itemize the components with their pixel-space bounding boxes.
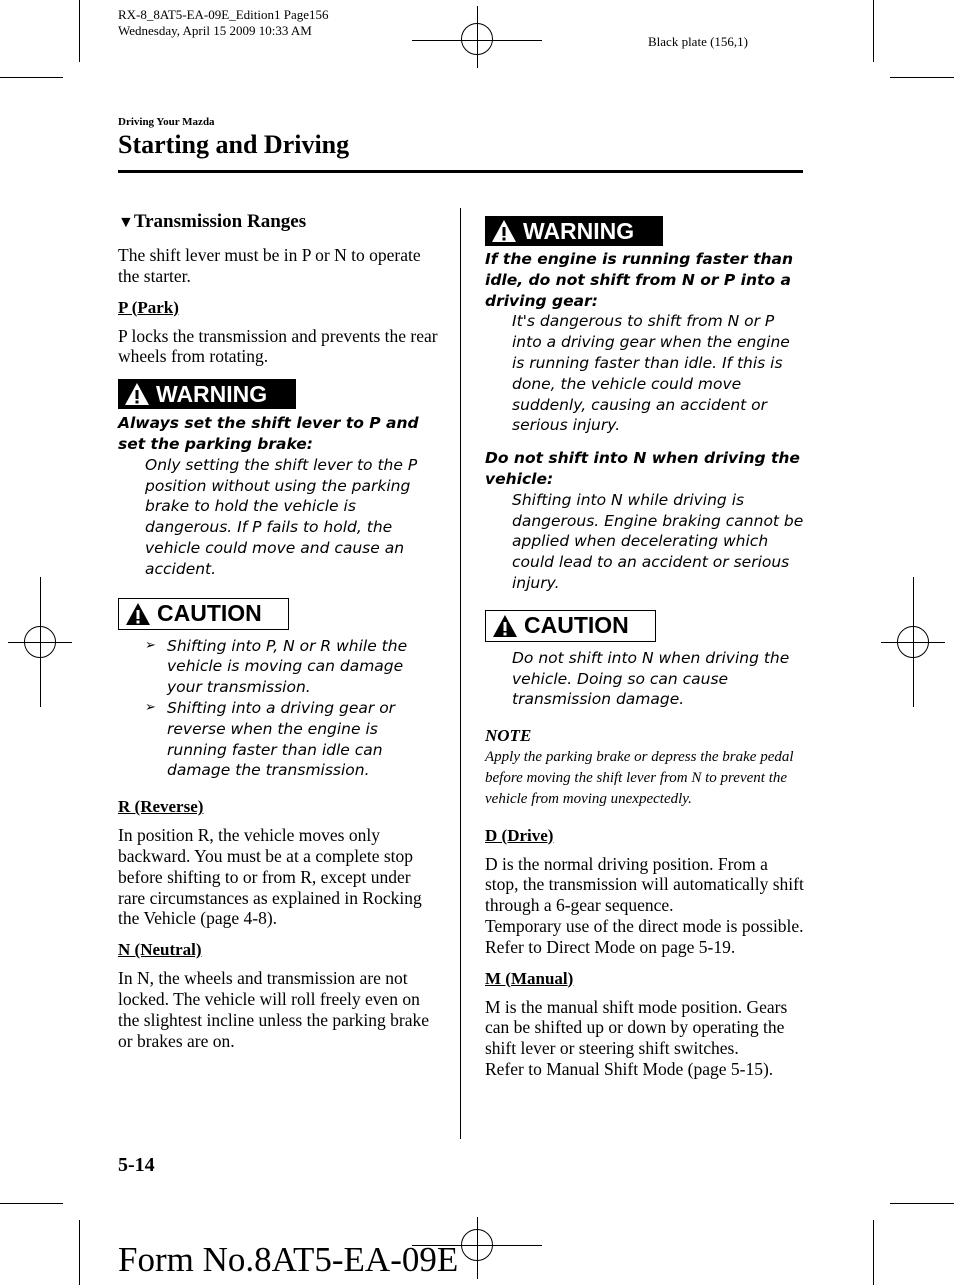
print-header-line2: Wednesday, April 15 2009 10:33 AM (118, 23, 312, 38)
manual-text-2: Refer to Manual Shift Mode (page 5-15). (485, 1058, 774, 1079)
caution-bullet-list (118, 636, 440, 782)
warning-label: WARNING (523, 217, 635, 244)
neutral-heading: N (Neutral) (118, 940, 202, 960)
breadcrumb: Driving Your Mazda (118, 116, 215, 128)
left-column (118, 211, 440, 1051)
park-heading: P (Park) (118, 297, 179, 317)
caution-box-right (485, 610, 656, 642)
warning-title-2: Do not shift into N when driving the vehicle: (485, 449, 800, 488)
note-text: Apply the parking brake or depress the brake pedal before moving the shift lever from N to prevent the vehicle from moving unexpectedly. (485, 749, 794, 807)
manual-text-1: M is the manual shift mode position. Gears can be shifted up or down by operating the shift lever or steering shift switches. (485, 996, 788, 1059)
right-column (485, 216, 805, 1080)
drive-text-3: Refer to Direct Mode on page 5-19. (485, 936, 736, 957)
page-title: Starting and Driving (118, 130, 350, 159)
neutral-text: In N, the wheels and transmission are not locked. The vehicle will roll freely even on the slightest incline unless the parking brake or brakes are on. (118, 968, 430, 1051)
warning-label: WARNING (156, 380, 268, 407)
warning-triangle-icon (491, 219, 517, 243)
warning-text: Only setting the shift lever to the P position without using the parking brake to hold the vehicle is dangerous. If P fails to hold, the vehicle could move and cause an accident. (145, 455, 418, 578)
arrow-bullet-icon: ➢ (145, 699, 156, 715)
page-number: 5-14 (118, 1154, 155, 1176)
warning-title: Always set the shift lever to P and set the parking brake: (118, 414, 419, 453)
reverse-heading: R (Reverse) (118, 797, 204, 817)
caution-box-left (118, 598, 289, 630)
print-header (118, 7, 329, 39)
warning-box-left (118, 379, 296, 409)
caution-triangle-icon (492, 614, 518, 638)
caution-bullet-text: Shifting into P, N or R while the vehicle is moving can damage your transmission. (167, 636, 408, 697)
plate-label: Black plate (156,1) (648, 34, 748, 49)
intro-text: The shift lever must be in P or N to operate the starter. (118, 245, 421, 286)
drive-text-2: Temporary use of the direct mode is possible. (485, 915, 804, 936)
transmission-ranges-heading: Transmission Ranges (133, 211, 307, 232)
section-heading (118, 211, 440, 234)
drive-text-1: D is the normal driving position. From a stop, the transmission will automatically shift through a 6-gear sequence. (485, 853, 804, 916)
caution-label: CAUTION (524, 612, 629, 639)
warning-text-1: It's dangerous to shift from N or P into a driving gear when the engine is running faster than idle. If this is done, the vehicle could move suddenly, causing an accident or serious injury. (512, 312, 790, 435)
column-divider (460, 208, 461, 1139)
caution-triangle-icon (125, 602, 151, 626)
print-header-line1: RX-8_8AT5-EA-09E_Edition1 Page156 (118, 7, 329, 22)
caution-text: Do not shift into N when driving the vehicle. Doing so can cause transmission damage. (512, 648, 790, 709)
drive-heading: D (Drive) (485, 825, 554, 845)
warning-triangle-icon (124, 382, 150, 406)
warning-title-1: If the engine is running faster than idle, do not shift from N or P into a driving gear: (485, 250, 794, 310)
park-text: P locks the transmission and prevents the rear wheels from rotating. (118, 325, 438, 367)
arrow-bullet-icon: ➢ (145, 637, 156, 653)
form-number: Form No.8AT5-EA-09E (118, 1240, 459, 1279)
triangle-marker-icon: ▼ (118, 214, 134, 231)
warning-text-2: Shifting into N while driving is dangerous. Engine braking cannot be applied when decelerating which could lead to an accident or serious injury. (512, 490, 804, 592)
reverse-text: In position R, the vehicle moves only backward. You must be at a complete stop before shifting to or from R, except under rare circumstances as explained in Rocking the Vehicle (page 4-8). (118, 825, 422, 929)
title-rule (118, 170, 803, 173)
manual-heading: M (Manual) (485, 968, 574, 988)
caution-bullet-text: Shifting into a driving gear or reverse when the engine is running faster than idle can damage the transmission. (167, 698, 396, 780)
caution-bullet-item (118, 636, 440, 698)
note-title: NOTE (485, 726, 532, 746)
caution-bullet-item (118, 698, 440, 781)
warning-box-right (485, 216, 663, 246)
caution-label: CAUTION (157, 600, 262, 627)
